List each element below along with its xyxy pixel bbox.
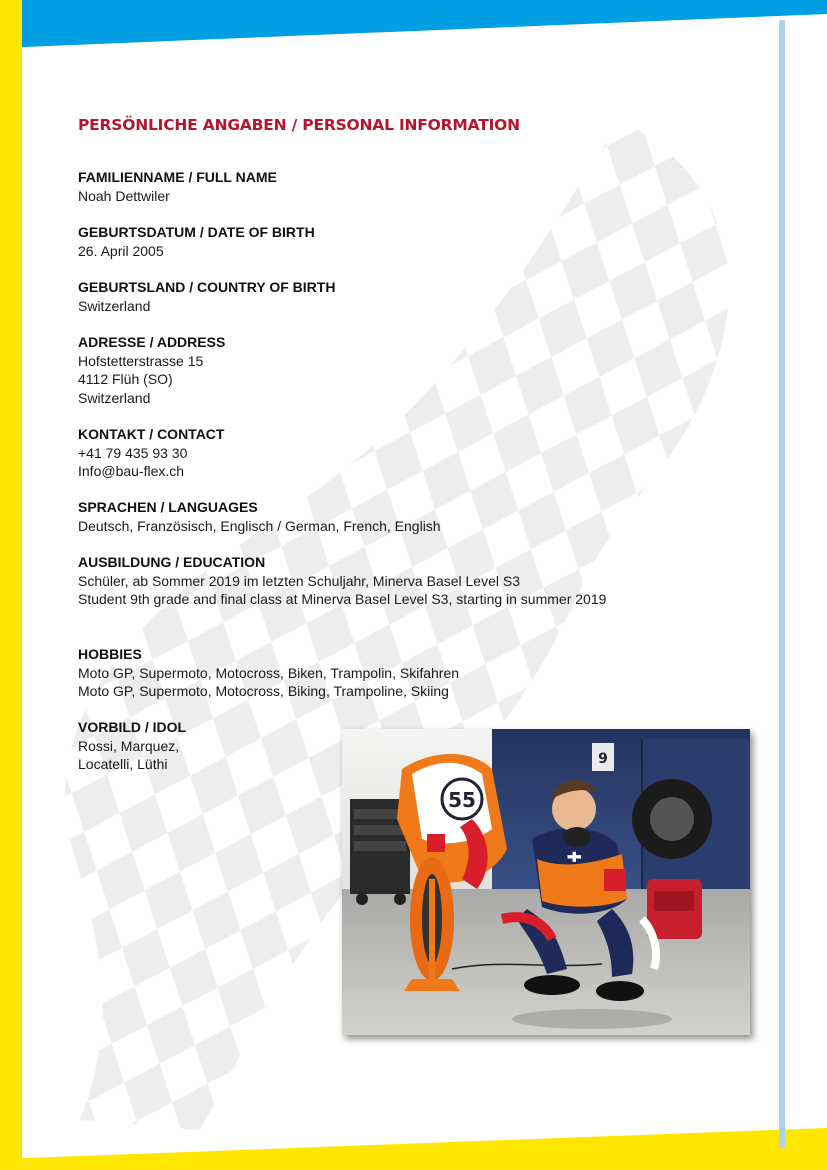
garage-number: 9 [598,751,608,767]
field-value: Info@bau-flex.ch [78,463,185,479]
field-label: KONTAKT / CONTACT [78,426,225,442]
personal-info-section [78,112,758,138]
left-yellow-border [0,0,22,1170]
right-blue-line [779,20,785,1148]
field-value: Moto GP, Supermoto, Motocross, Biken, Trampolin, Skifahren [78,664,460,681]
field-4 [78,425,758,481]
field-value: Moto GP, Supermoto, Motocross, Biking, Trampoline, Skiing [78,683,449,699]
field-label: VORBILD / IDOL [78,719,187,735]
field-label: ADRESSE / ADDRESS [78,334,226,350]
rider-photo [342,729,750,1035]
field-3 [78,333,758,407]
field-1 [78,223,758,260]
field-value: Noah Dettwiler [78,187,170,204]
field-value: 26. April 2005 [78,242,164,259]
rider-photo-illustration [342,729,750,1035]
field-value: Schüler, ab Sommer 2019 im letzten Schuljahr, Minerva Basel Level S3 [78,572,521,589]
field-7 [78,645,758,701]
bike-number: 55 [448,788,476,812]
field-label: GEBURTSLAND / COUNTRY OF BIRTH [78,279,336,295]
field-value: Switzerland [78,297,151,314]
field-label: FAMILIENNAME / FULL NAME [78,169,277,185]
field-label: HOBBIES [78,646,142,662]
top-blue-banner [0,0,827,60]
field-value: Deutsch, Französisch, Englisch / German, French, English [78,517,441,534]
field-value: Student 9th grade and final class at Minerva Basel Level S3, starting in summer 2019 [78,591,607,607]
field-5 [78,498,758,535]
field-value: Locatelli, Lüthi [78,756,168,772]
field-label: SPRACHEN / LANGUAGES [78,499,258,515]
field-value: +41 79 435 93 30 [78,444,188,461]
field-value: 4112 Flüh (SO) [78,371,173,387]
page-title: PERSÖNLICHE ANGABEN / PERSONAL INFORMATION [78,116,520,134]
field-2 [78,278,758,315]
field-value: Rossi, Marquez, [78,737,180,754]
field-value: Hofstetterstrasse 15 [78,352,204,369]
field-label: GEBURTSDATUM / DATE OF BIRTH [78,224,315,240]
field-0 [78,168,758,205]
field-value: Switzerland [78,389,151,406]
field-label: AUSBILDUNG / EDUCATION [78,554,266,570]
field-6 [78,553,758,609]
